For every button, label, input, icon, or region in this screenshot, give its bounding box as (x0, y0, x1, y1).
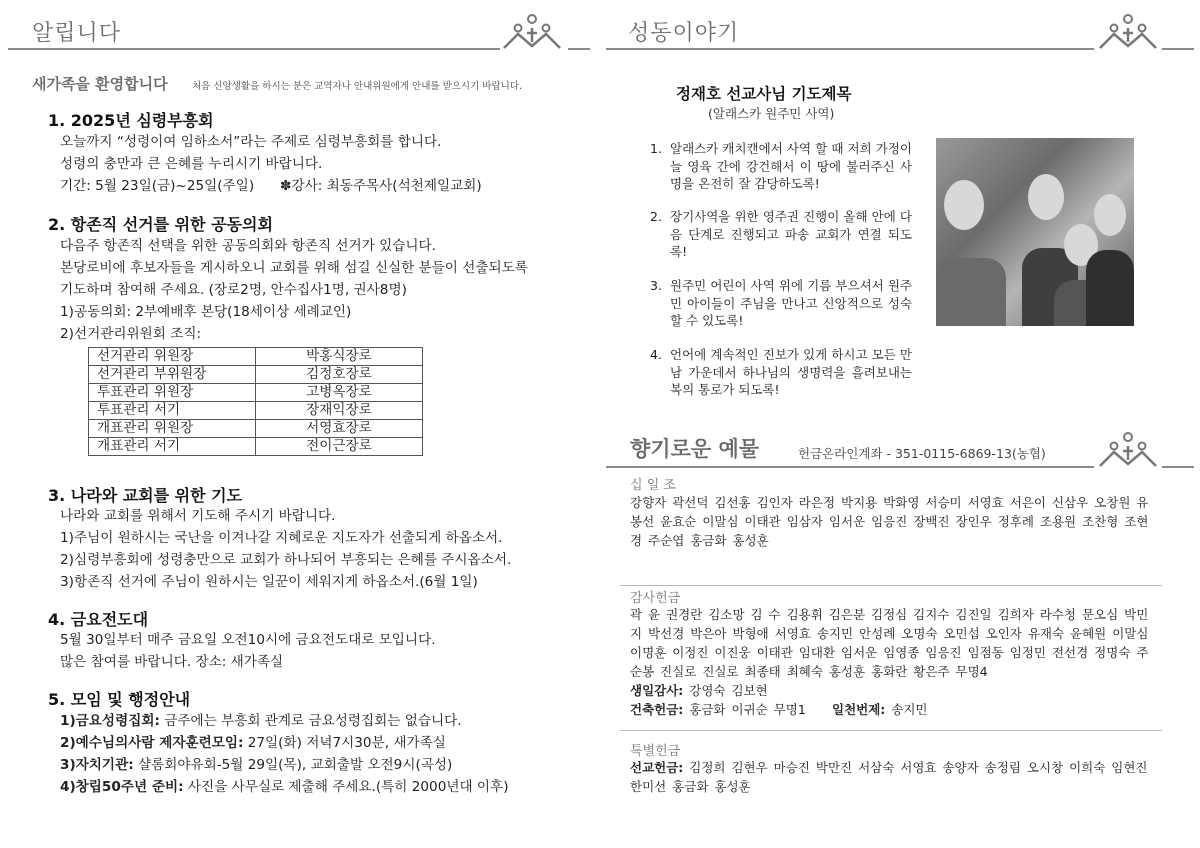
committee-role: 투표관리 서기 (89, 402, 256, 420)
committee-role: 선거관리 부위원장 (89, 366, 256, 384)
prayer-item-number: 1. (650, 141, 662, 156)
church-logo-icon (502, 12, 562, 52)
committee-table (88, 347, 423, 456)
evangelism-line-2: 많은 참여를 바랍니다. 장소: 새가족실 (60, 654, 284, 670)
tithe-names: 강향자 곽선덕 김선홍 김인자 라은정 박지용 박화영 서승미 서영효 서은이 신삼우 오창원 유봉선 윤효순 이말심 이태관 임삼자 임서운 임응진 장백진 장인우 정후례 조용원 조찬형 조현경 주순엽 홍금화 홍성훈 (630, 495, 1149, 548)
election-line-5: 2)선거관리위원회 조직: (60, 326, 202, 342)
prayer-item-number: 4. (650, 347, 662, 362)
welcome-note: 처음 신앙생활을 하시는 분은 교역자나 안내위원에게 안내를 받으시기 바랍니다. (192, 81, 523, 92)
meeting-item (60, 754, 452, 776)
prayer-item-number: 3. (650, 278, 662, 293)
first-offering-label: 일천번제: (832, 702, 886, 717)
building-label: 건축헌금: (630, 702, 684, 717)
right-header-rule-tail (1162, 48, 1194, 50)
table-row (89, 438, 423, 456)
birthday-offering (630, 681, 1158, 700)
left-header-rule (8, 48, 500, 50)
left-header-title: 알립니다 (32, 21, 122, 46)
missionary-family-photo (936, 138, 1134, 326)
meeting-label: 2)예수님의사람 제자훈련모임: (60, 735, 244, 751)
committee-role: 선거관리 위원장 (89, 348, 256, 366)
first-offering (832, 700, 1032, 719)
meeting-text: 27일(화) 저녁7시30분, 새가족실 (243, 735, 446, 751)
offering-title: 향기로운 예물 (630, 437, 760, 461)
meeting-text: 사진을 사무실로 제출해 주세요.(특히 2000년대 이후) (183, 779, 509, 795)
meeting-label: 4)창립50주년 준비: (60, 779, 184, 795)
meeting-label: 3)자치기관: (60, 757, 134, 773)
table-row (89, 402, 423, 420)
committee-member: 고병옥장로 (256, 384, 423, 402)
prayer-item-text: 알래스카 캐치캔에서 사역 할 때 저희 가정이 늘 영육 간에 강건해서 이 땅에 불러주신 사명을 온전히 잘 감당하도록! (670, 141, 912, 191)
first-offering-names: 송지민 (885, 702, 928, 717)
church-logo-icon (1098, 430, 1158, 470)
revival-line-1: 오늘까지 “성령이여 임하소서”라는 주제로 심령부흥회를 합니다. (60, 134, 442, 150)
building-offering (630, 700, 830, 719)
nation-prayer-line-3: 2)심령부흥회에 성령충만으로 교회가 하나되어 부흥되는 은혜를 주시옵소서. (60, 552, 512, 568)
church-logo-icon (1098, 12, 1158, 52)
thanks-names: 곽 윤 권경란 김소망 김 수 김용휘 김은분 김정심 김지수 김진일 김희자 라수청 문오심 박민지 박선경 박은아 박형애 서영효 송지민 안성례 오명숙 오민섭 오인자 유재숙 윤혜원 이말심 이명훈 이정진 이진웅 이태관 임대환 임서운 임영종 임응진 임점동 임정민 전선경 정명숙 주순봉 진실로 진실로 최종태 최혜숙 홍성훈 홍화란 황은주 무명4 (630, 607, 1149, 679)
nation-prayer-line-1: 나라와 교회를 위해서 기도해 주시기 바랍니다. (60, 508, 336, 524)
table-row (89, 366, 423, 384)
prayer-item-text: 언어에 계속적인 진보가 있게 하시고 모든 만남 가운데서 하나님의 생명력을 흘려보내는 복의 통로가 되도록! (670, 347, 912, 397)
section-election-title: 2. 항존직 선거를 위한 공동의회 (48, 215, 273, 234)
revival-line-2: 성령의 충만과 큰 은혜를 누리시기 바랍니다. (60, 156, 323, 172)
meeting-label: 1)금요성령집회: (60, 713, 160, 729)
meeting-text: 금주에는 부흥회 관계로 금요성령집회는 없습니다. (159, 713, 462, 729)
offering-account: 헌금온라인계좌 - 351-0115-6869-13(농협) (798, 446, 1046, 461)
thanks-label: 감사헌금 (630, 591, 681, 606)
election-line-4: 1)공동의회: 2부예배후 본당(18세이상 세례교인) (60, 304, 352, 320)
nation-prayer-line-2: 1)주님이 원하시는 국난을 이겨나갈 지혜로운 지도자가 선출되게 하옵소서. (60, 530, 503, 546)
tithe-label: 십 일 조 (630, 478, 676, 493)
birthday-names: 강영숙 김보현 (683, 683, 768, 698)
section-meetings-title: 5. 모임 및 행정안내 (48, 690, 191, 709)
committee-role: 개표관리 서기 (89, 438, 256, 456)
table-row (89, 384, 423, 402)
section-prayer-title: 3. 나라와 교회를 위한 기도 (48, 486, 243, 505)
evangelism-line-1: 5월 30일부터 매주 금요일 오전10시에 금요전도대로 모입니다. (60, 632, 436, 648)
right-header-rule (606, 48, 1094, 50)
prayer-item-text: 원주민 어린이 사역 위에 기름 부으셔서 원주민 아이들이 주님을 만나고 신앙적으로 성숙할 수 있도록! (670, 278, 912, 328)
election-line-3: 기도하며 참여해 주세요. (장로2명, 안수집사1명, 권사8명) (60, 282, 407, 298)
mission-offering (630, 758, 1158, 796)
section-divider (620, 730, 1162, 731)
table-row (89, 420, 423, 438)
committee-member: 전이근장로 (256, 438, 423, 456)
meeting-item (60, 710, 462, 732)
table-row (89, 348, 423, 366)
meeting-text: 샬롬회야유회-5월 29일(목), 교회출발 오전9시(곡성) (133, 757, 453, 773)
election-line-1: 다음주 항존직 선택을 위한 공동의회와 항존직 선거가 있습니다. (60, 238, 436, 254)
prayer-item-number: 2. (650, 209, 662, 224)
offering-rule (606, 466, 1094, 468)
building-names: 홍금화 이귀순 무명1 (683, 702, 806, 717)
prayer-item (650, 277, 912, 330)
committee-member: 서영효장로 (256, 420, 423, 438)
welcome-title: 새가족을 환영합니다 (32, 75, 168, 93)
nation-prayer-line-4: 3)항존직 선거에 주님이 원하시는 일꾼이 세워지게 하옵소서.(6월 1일) (60, 574, 478, 590)
special-label: 특별헌금 (630, 744, 681, 759)
left-header-rule-tail (568, 48, 590, 50)
missionary-prayer-subtitle: (알래스카 원주민 사역) (708, 106, 835, 121)
committee-role: 투표관리 위원장 (89, 384, 256, 402)
birthday-label: 생일감사: (630, 683, 684, 698)
prayer-item (650, 208, 912, 261)
mission-label: 선교헌금: (630, 760, 684, 775)
right-header-title: 성동이야기 (628, 21, 740, 46)
prayer-item (650, 140, 912, 193)
meeting-item (60, 732, 446, 754)
missionary-prayer-title: 정재호 선교사님 기도제목 (676, 85, 852, 103)
prayer-item (650, 346, 912, 399)
offering-rule-tail (1162, 466, 1194, 468)
section-divider (620, 585, 1162, 586)
committee-member: 장재익장로 (256, 402, 423, 420)
committee-member: 박홍식장로 (256, 348, 423, 366)
revival-line-3: 기간: 5월 23일(금)~25일(주일) ✽강사: 최동주목사(석천제일교회) (60, 178, 482, 194)
prayer-item-text: 장기사역을 위한 영주권 진행이 올해 안에 다음 단계로 진행되고 파송 교회가 연결 되도록! (670, 209, 912, 259)
meeting-item (60, 776, 509, 798)
committee-role: 개표관리 위원장 (89, 420, 256, 438)
section-evangelism-title: 4. 금요전도대 (48, 610, 149, 629)
section-revival-title: 1. 2025년 심령부흥회 (48, 111, 214, 130)
mission-names: 김정희 김현우 마승진 박만진 서삼숙 서영효 송양자 송정림 오시창 이희숙 임현진 한미선 홍금화 홍성훈 (630, 760, 1148, 794)
committee-member: 김정호장로 (256, 366, 423, 384)
election-line-2: 본당로비에 후보자들을 게시하오니 교회를 위해 섬길 신실한 분들이 선출되도록 (60, 260, 528, 276)
